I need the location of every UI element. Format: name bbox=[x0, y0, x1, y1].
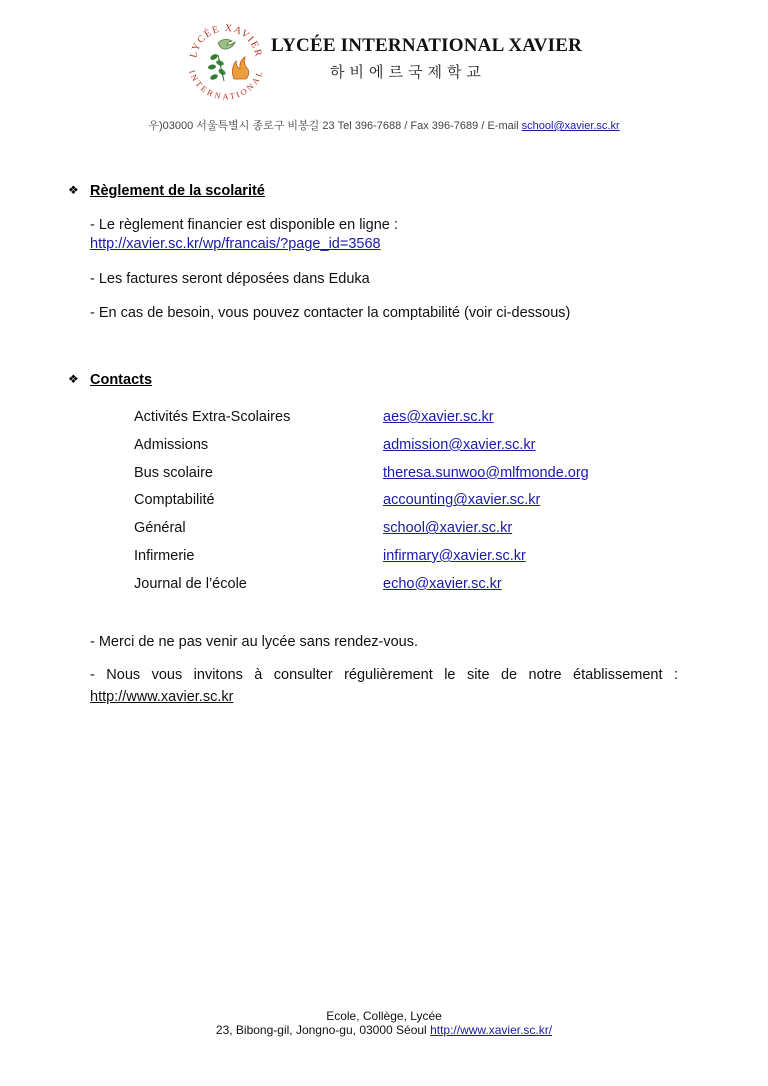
reglement-line-3: - En cas de besoin, vous pouvez contacter la comptabilité (voir ci-dessous) bbox=[90, 305, 571, 321]
contact-name: Admissions bbox=[134, 436, 209, 453]
school-logo bbox=[184, 17, 268, 101]
address-email-link[interactable]: school@xavier.sc.kr bbox=[521, 120, 620, 132]
logo-text-top: LYCÉE XAVIER bbox=[188, 22, 264, 59]
reglement-financier-link[interactable]: http://xavier.sc.kr/wp/francais/?page_id=3568 bbox=[90, 236, 381, 252]
logo-text-bottom: INTERNATIONAL bbox=[187, 68, 265, 101]
school-website-link[interactable]: http://www.xavier.sc.kr bbox=[90, 689, 234, 705]
school-name-korean: 하비에르국제학교 bbox=[330, 63, 486, 81]
svg-text:INTERNATIONAL bbox=[187, 69, 265, 101]
diamond-bullet-icon: ❖ bbox=[68, 372, 79, 386]
contact-email-link[interactable]: admission@xavier.sc.kr bbox=[383, 436, 536, 453]
diamond-bullet-icon: ❖ bbox=[68, 183, 79, 197]
contact-name: Comptabilité bbox=[134, 492, 215, 509]
section-reglement-title bbox=[68, 183, 265, 199]
note-consulter-site: - Nous vous invitons à consulter régulièrement le site de notre établissement : bbox=[90, 667, 678, 683]
contact-name: Bus scolaire bbox=[134, 464, 213, 481]
footer-address-text: 23, Bibong-gil, Jongno-gu, 03000 Séoul bbox=[215, 1023, 431, 1037]
contacts-heading: Contacts bbox=[90, 372, 153, 388]
contact-email-link[interactable]: theresa.sunwoo@mlfmonde.org bbox=[383, 464, 589, 481]
footer-address bbox=[0, 1023, 768, 1037]
contact-name: Général bbox=[134, 520, 186, 537]
contact-name: Infirmerie bbox=[134, 547, 195, 564]
school-name: LYCÉE INTERNATIONAL XAVIER bbox=[271, 35, 583, 56]
footer-levels: Ecole, Collège, Lycée bbox=[326, 1009, 442, 1023]
contact-email-link[interactable]: echo@xavier.sc.kr bbox=[383, 575, 502, 592]
contact-email-link[interactable]: accounting@xavier.sc.kr bbox=[383, 492, 541, 509]
contact-name: Activités Extra-Scolaires bbox=[134, 409, 291, 425]
footer-website-link[interactable]: http://www.xavier.sc.kr/ bbox=[430, 1023, 553, 1037]
reglement-line-2: - Les factures seront déposées dans Eduka bbox=[90, 271, 370, 287]
section-contacts-title bbox=[68, 372, 152, 388]
contact-email-link[interactable]: school@xavier.sc.kr bbox=[383, 520, 513, 537]
reglement-heading: Règlement de la scolarité bbox=[90, 183, 265, 199]
address-text: 우)03000 서울특별시 종로구 비봉길 23 Tel 396-7688 / Fax 396-7689 / E-mail bbox=[148, 120, 522, 132]
contact-name: Journal de l’école bbox=[134, 575, 247, 592]
header-address bbox=[0, 117, 768, 133]
contact-email-link[interactable]: infirmary@xavier.sc.kr bbox=[383, 547, 526, 564]
reglement-line-1-text: - Le règlement financier est disponible en ligne : bbox=[90, 217, 398, 233]
note-rendez-vous: - Merci de ne pas venir au lycée sans rendez-vous. bbox=[90, 634, 419, 650]
reglement-line-1 bbox=[90, 217, 398, 252]
contact-email-link[interactable]: aes@xavier.sc.kr bbox=[383, 409, 494, 425]
